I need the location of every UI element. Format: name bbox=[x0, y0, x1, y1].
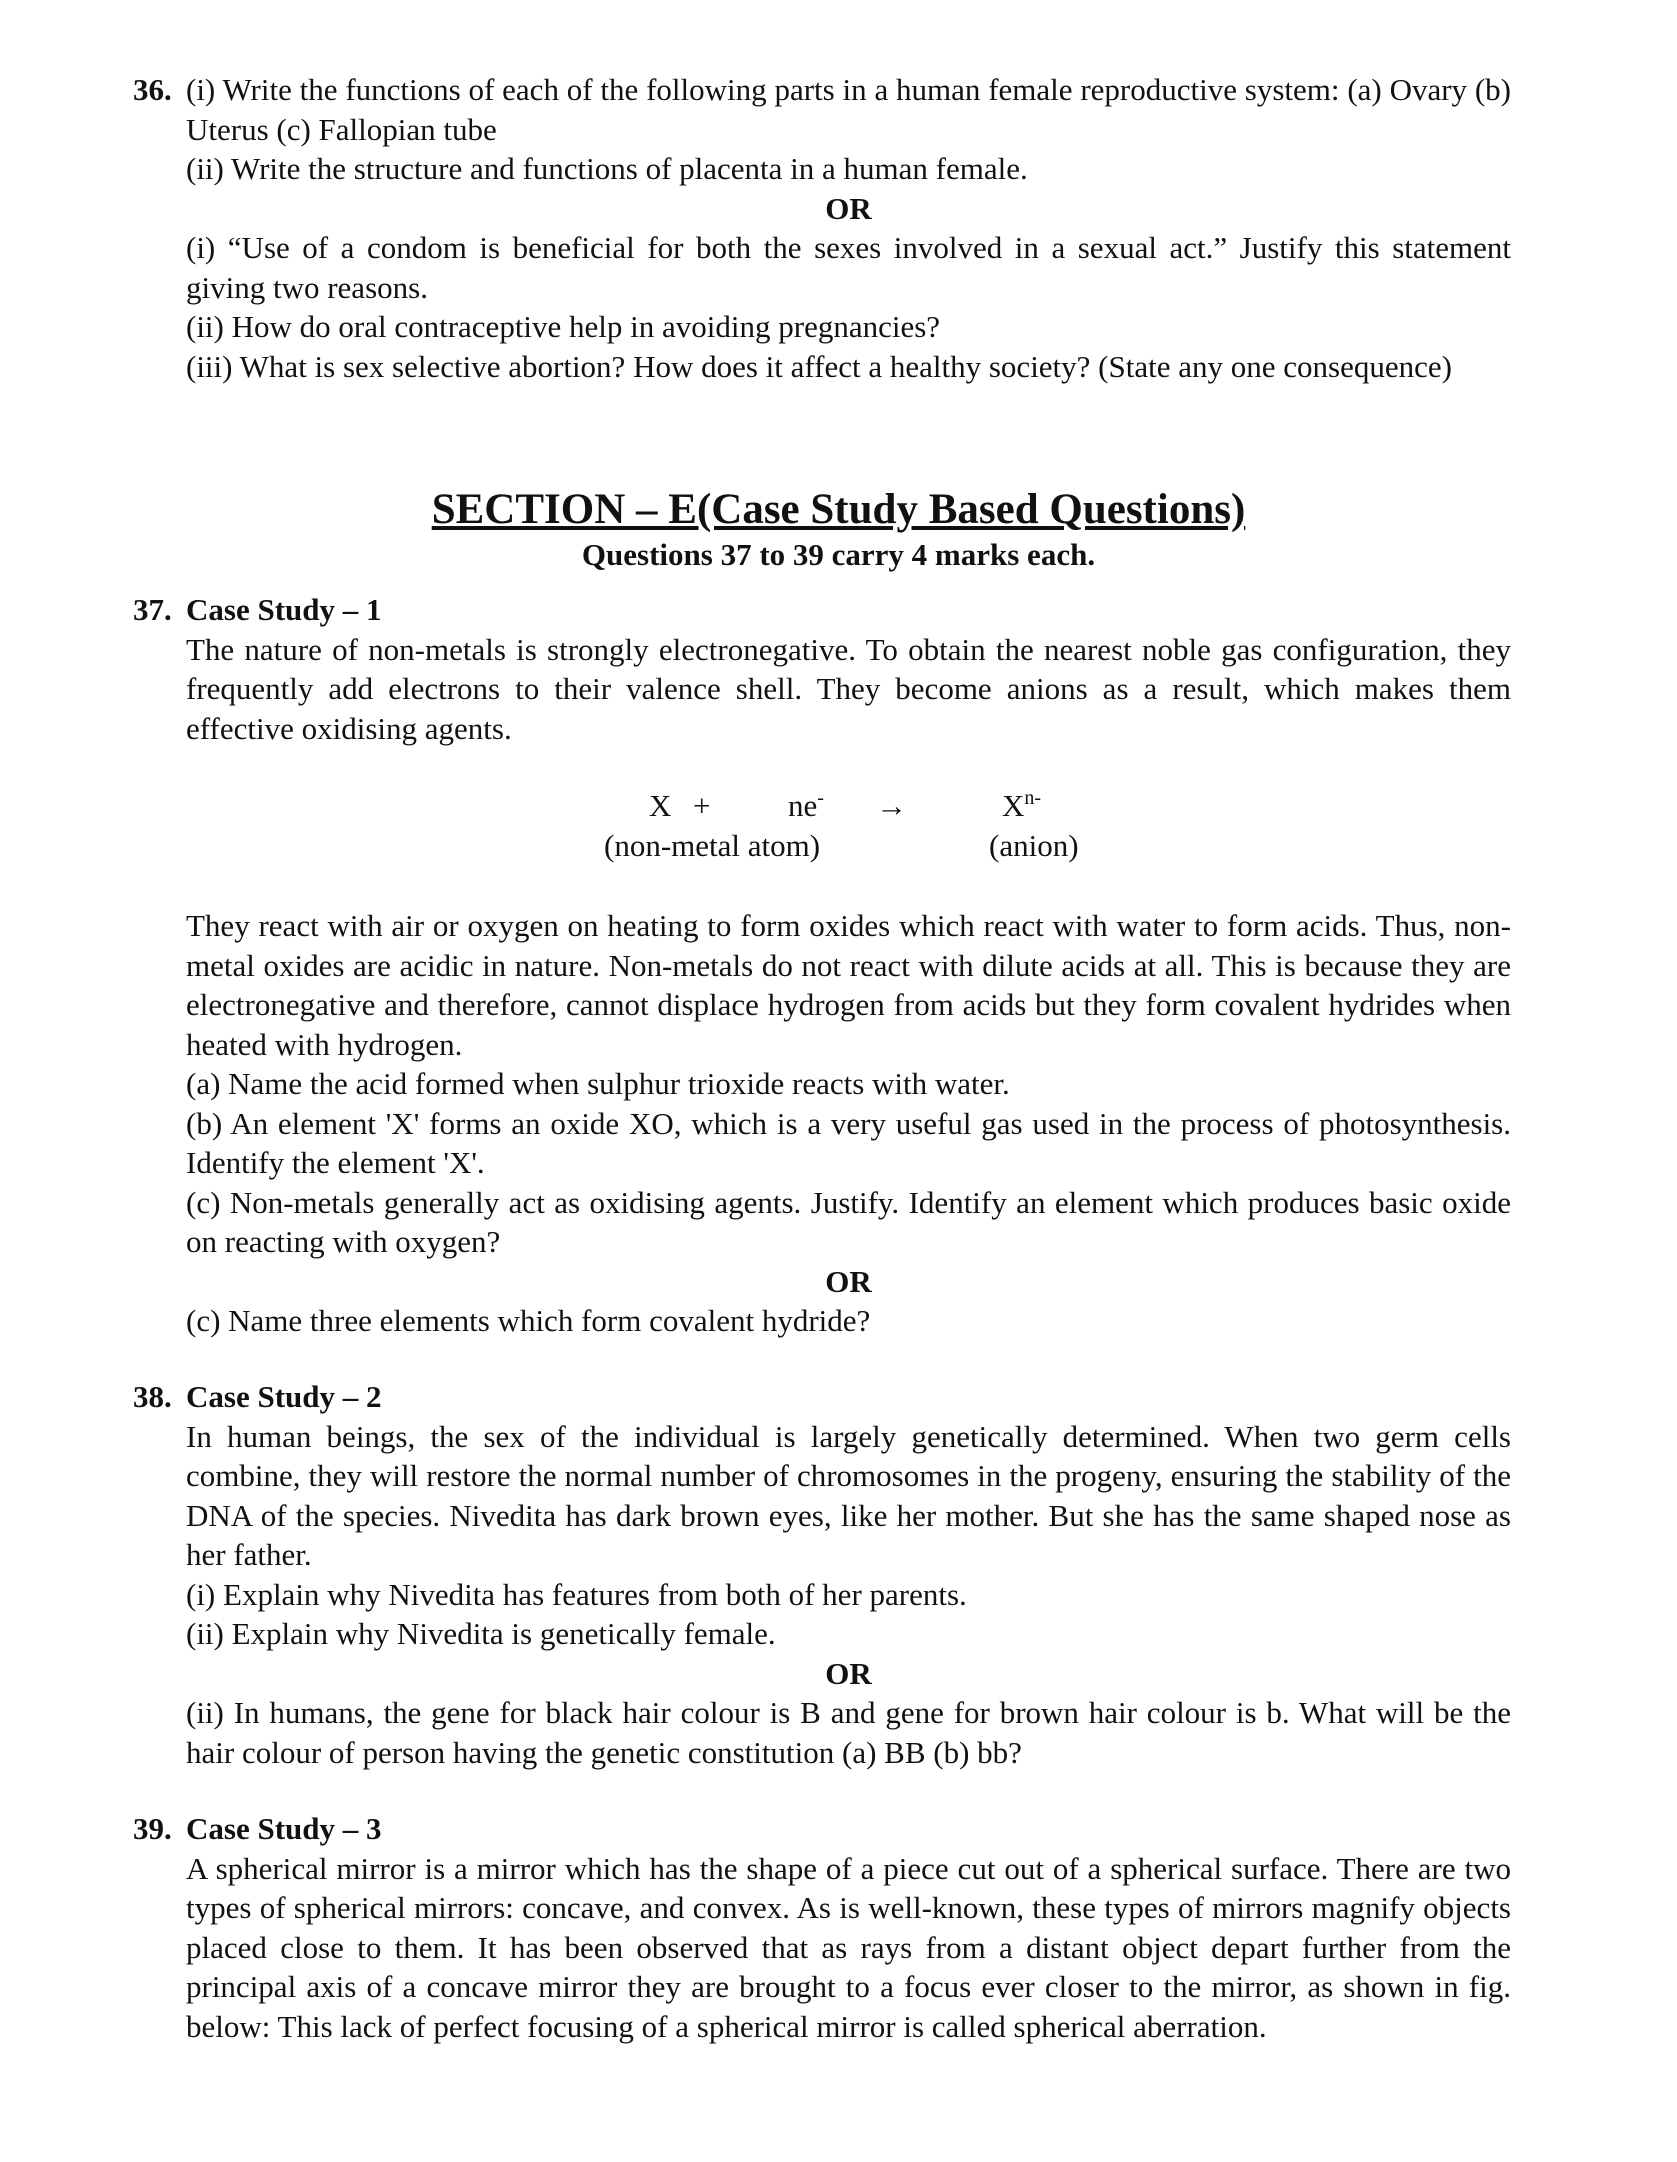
question-39 bbox=[133, 1809, 1511, 2046]
label-non-metal-atom: (non-metal atom) bbox=[604, 828, 821, 863]
or-divider: OR bbox=[825, 190, 872, 226]
part-ii: (ii) Write the structure and functions of placenta in a human female. bbox=[186, 151, 1028, 186]
alt-part-c: (c) Name three elements which form covalent hydride? bbox=[186, 1303, 871, 1338]
question-number: 37. bbox=[133, 592, 172, 627]
electrons-charge: - bbox=[817, 787, 824, 809]
or-divider: OR bbox=[825, 1655, 872, 1691]
question-36 bbox=[133, 70, 1511, 386]
ionization-equation bbox=[0, 788, 1677, 878]
alt-part-ii: (ii) How do oral contraceptive help in avoiding pregnancies? bbox=[186, 309, 941, 344]
question-37 bbox=[133, 590, 1511, 748]
product-anion bbox=[1002, 788, 1041, 824]
alt-part-ii: (ii) In humans, the gene for black hair colour is B and gene for brown hair colour is b. What will be the hair colour of person having the genetic constitution (a) BB (b) bb? bbox=[186, 1695, 1511, 1770]
question-number: 39. bbox=[133, 1811, 172, 1846]
product-charge: n- bbox=[1024, 787, 1042, 809]
part-i: (i) Explain why Nivedita has features from both of her parents. bbox=[186, 1576, 967, 1612]
question-37-continued bbox=[133, 906, 1511, 1341]
case-study-title: Case Study – 2 bbox=[186, 1379, 382, 1414]
case-study-title: Case Study – 1 bbox=[186, 592, 382, 627]
question-number: 38. bbox=[133, 1379, 172, 1414]
question-body bbox=[186, 1809, 1511, 2046]
alt-part-i: (i) “Use of a condom is beneficial for both the sexes involved in a sexual act.” Justify this statement giving two reasons. bbox=[186, 230, 1511, 305]
part-ii: (ii) Explain why Nivedita is genetically female. bbox=[186, 1616, 776, 1651]
section-title: SECTION – E(Case Study Based Questions) bbox=[431, 486, 1246, 533]
question-body bbox=[186, 70, 1511, 386]
part-b: (b) An element 'X' forms an oxide XO, which is a very useful gas used in the process of photosynthesis. Identify the element 'X'. bbox=[186, 1105, 1511, 1180]
case-study-title: Case Study – 3 bbox=[186, 1811, 382, 1846]
alt-part-iii: (iii) What is sex selective abortion? How does it affect a healthy society? (State any one consequence) bbox=[186, 348, 1452, 384]
reaction-arrow: → bbox=[876, 788, 907, 823]
part-i: (i) Write the functions of each of the following parts in a human female reproductive system: (a) Ovary (b) Uterus (c) Fallopian tube bbox=[186, 72, 1511, 147]
case-study-paragraph-2: They react with air or oxygen on heating to form oxides which react with water to form acids. Thus, non-metal oxides are acidic in nature. Non-metals do not react with dilute acids at all. This is because they are electronegative and therefore, cannot displace hydrogen from acids but they form covalent hydrides when heated with hydrogen. bbox=[186, 908, 1511, 1062]
question-number: 36. bbox=[133, 72, 172, 107]
question-38 bbox=[133, 1377, 1511, 1772]
label-anion: (anion) bbox=[989, 828, 1079, 863]
electrons-term bbox=[788, 788, 824, 824]
question-body bbox=[186, 590, 1511, 748]
case-study-intro: In human beings, the sex of the individual is largely genetically determined. When two germ cells combine, they will restore the normal number of chromosomes in the progeny, ensuring the stability of the DNA of the species. Nivedita has dark brown eyes, like her mother. But she has the same shaped nose as her father. bbox=[186, 1418, 1511, 1572]
part-a: (a) Name the acid formed when sulphur trioxide reacts with water. bbox=[186, 1066, 1010, 1101]
product-base: X bbox=[1002, 788, 1025, 823]
section-e-heading bbox=[0, 484, 1677, 574]
or-divider: OR bbox=[825, 1263, 872, 1299]
section-subtitle: Questions 37 to 39 carry 4 marks each. bbox=[581, 537, 1096, 572]
electrons-base: ne bbox=[788, 788, 818, 823]
case-study-intro: A spherical mirror is a mirror which has the shape of a piece cut out of a spherical surface. There are two types of spherical mirrors: concave, and convex. As is well-known, these types of mirrors magnify objects placed close to them. It has been observed that as rays from a distant object depart further from the principal axis of a concave mirror they are brought to a focus ever closer to the mirror, as shown in fig. below: This lack of perfect focusing of a spherical mirror is called spherical aberration. bbox=[186, 1850, 1511, 2044]
part-c: (c) Non-metals generally act as oxidising agents. Justify. Identify an element which produces basic oxide on reacting with oxygen? bbox=[186, 1184, 1511, 1259]
case-study-intro: The nature of non-metals is strongly electronegative. To obtain the nearest noble gas configuration, they frequently add electrons to their valence shell. They become anions as a result, which makes them effective oxidising agents. bbox=[186, 631, 1511, 746]
question-body bbox=[186, 906, 1511, 1341]
question-body bbox=[186, 1377, 1511, 1772]
reactant-x: X bbox=[649, 788, 672, 823]
plus-sign: + bbox=[693, 788, 711, 823]
